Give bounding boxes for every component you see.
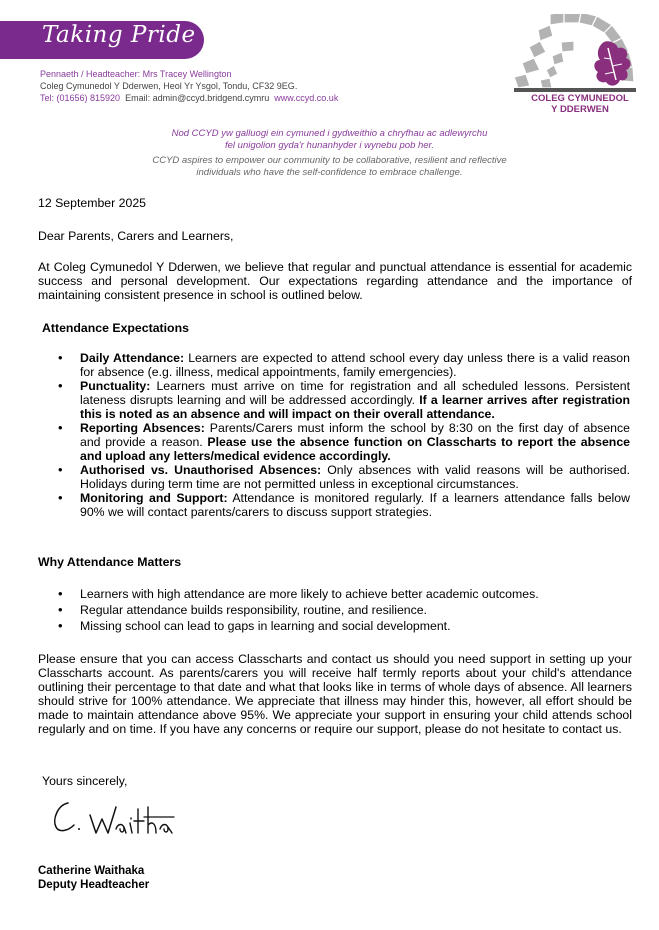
intro-paragraph: At Coleg Cymunedol Y Dderwen, we believe that regular and punctual attendance is essential for academic success and personal development. Our expectations regarding attendance and the importance of maintaining consistent presence in school is outlined below. bbox=[38, 260, 632, 302]
logo-wordmark bbox=[512, 93, 648, 115]
mission-statement bbox=[0, 128, 659, 179]
expectations-list bbox=[58, 351, 630, 519]
logo-line-2: Y DDERWEN bbox=[551, 104, 609, 115]
valediction: Yours sincerely, bbox=[42, 774, 128, 788]
handwritten-signature bbox=[44, 793, 184, 841]
mission-welsh-2: fel unigolion gyda'r hunanhyder i wynebu pob her. bbox=[224, 140, 435, 151]
letter-date: 12 September 2025 bbox=[38, 196, 147, 210]
mission-welsh-1: Nod CCYD yw galluogi ein cymuned i gydweithio a chryfhau ac adlewyrchu bbox=[171, 128, 488, 139]
headteacher-line bbox=[40, 68, 338, 80]
list-item: • Authorised vs. Unauthorised Absences: Only absences with valid reasons will be authorised. Holidays during term time are not permitted unless in exceptional circumstances. bbox=[58, 463, 630, 491]
contact-block bbox=[40, 68, 338, 104]
logo-line-1: COLEG CYMUNEDOL bbox=[531, 93, 629, 104]
list-item: • Regular attendance builds responsibility, routine, and resilience. bbox=[58, 603, 630, 617]
mission-english-2: individuals who have the self-confidence to embrace challenge. bbox=[196, 167, 463, 178]
signatory-block bbox=[38, 864, 149, 892]
mission-english-1: CCYD aspires to empower our community to be collaborative, resilient and reflective bbox=[152, 155, 507, 166]
signatory-title: Deputy Headteacher bbox=[38, 879, 150, 891]
school-address: Coleg Cymunedol Y Dderwen, Heol Yr Ysgol, Tondu, CF32 9EG. bbox=[40, 81, 298, 91]
headteacher-label: Pennaeth / Headteacher: bbox=[40, 69, 141, 79]
list-item: • Missing school can lead to gaps in learning and social development. bbox=[58, 619, 630, 633]
closing-paragraph: Please ensure that you can access Classcharts and contact us should you need support in setting up your Classcharts account. As parents/carers you will receive half termly reports about your child's attendance outlining their percentage to that date and what that looks like in terms of whole days of absence. All learners should strive for 100% attendance. We appreciate that illness may hinder this, however, all effort should be made to maintain attendance above 95%. We appreciate your support in ensuring your child attends school regularly and on time. If you have any concerns or require our support, please do not hesitate to contact us. bbox=[38, 652, 632, 736]
website-link[interactable]: www.ccyd.co.uk bbox=[274, 93, 339, 103]
salutation: Dear Parents, Carers and Learners, bbox=[38, 229, 234, 243]
contact-line bbox=[40, 92, 338, 104]
expectations-heading: Attendance Expectations bbox=[42, 321, 189, 335]
list-item: • Punctuality: Learners must arrive on time for registration and all scheduled lessons. Persistent lateness disrupts learning and will be addressed accordingly. If a learner arrives after registration this is noted as an absence and will impact on their overall attendance. bbox=[58, 379, 630, 421]
signatory-name: Catherine Waithaka bbox=[38, 865, 145, 877]
list-item: • Reporting Absences: Parents/Carers must inform the school by 8:30 on the first day of absence and provide a reason. Please use the absence function on Classcharts to report the absence and upload any letters/medical evidence accordingly. bbox=[58, 421, 630, 463]
headteacher-name: Mrs Tracey Wellington bbox=[142, 69, 232, 79]
email: Email: admin@ccyd.bridgend.cymru bbox=[125, 93, 270, 103]
list-item: • Learners with high attendance are more likely to achieve better academic outcomes. bbox=[58, 587, 630, 601]
why-list bbox=[58, 587, 630, 633]
why-heading: Why Attendance Matters bbox=[38, 555, 182, 569]
telephone: Tel: (01656) 815920 bbox=[40, 93, 121, 103]
list-item: • Daily Attendance: Learners are expected to attend school every day unless there is a valid reason for absence (e.g. illness, medical appointments, family emergencies). bbox=[58, 351, 630, 379]
list-item: • Monitoring and Support: Attendance is monitored regularly. If a learners attendance falls below 90% we will contact parents/carers to discuss support strategies. bbox=[58, 491, 630, 519]
logo-baseline bbox=[514, 88, 636, 92]
banner-text: Taking Pride bbox=[42, 22, 196, 48]
